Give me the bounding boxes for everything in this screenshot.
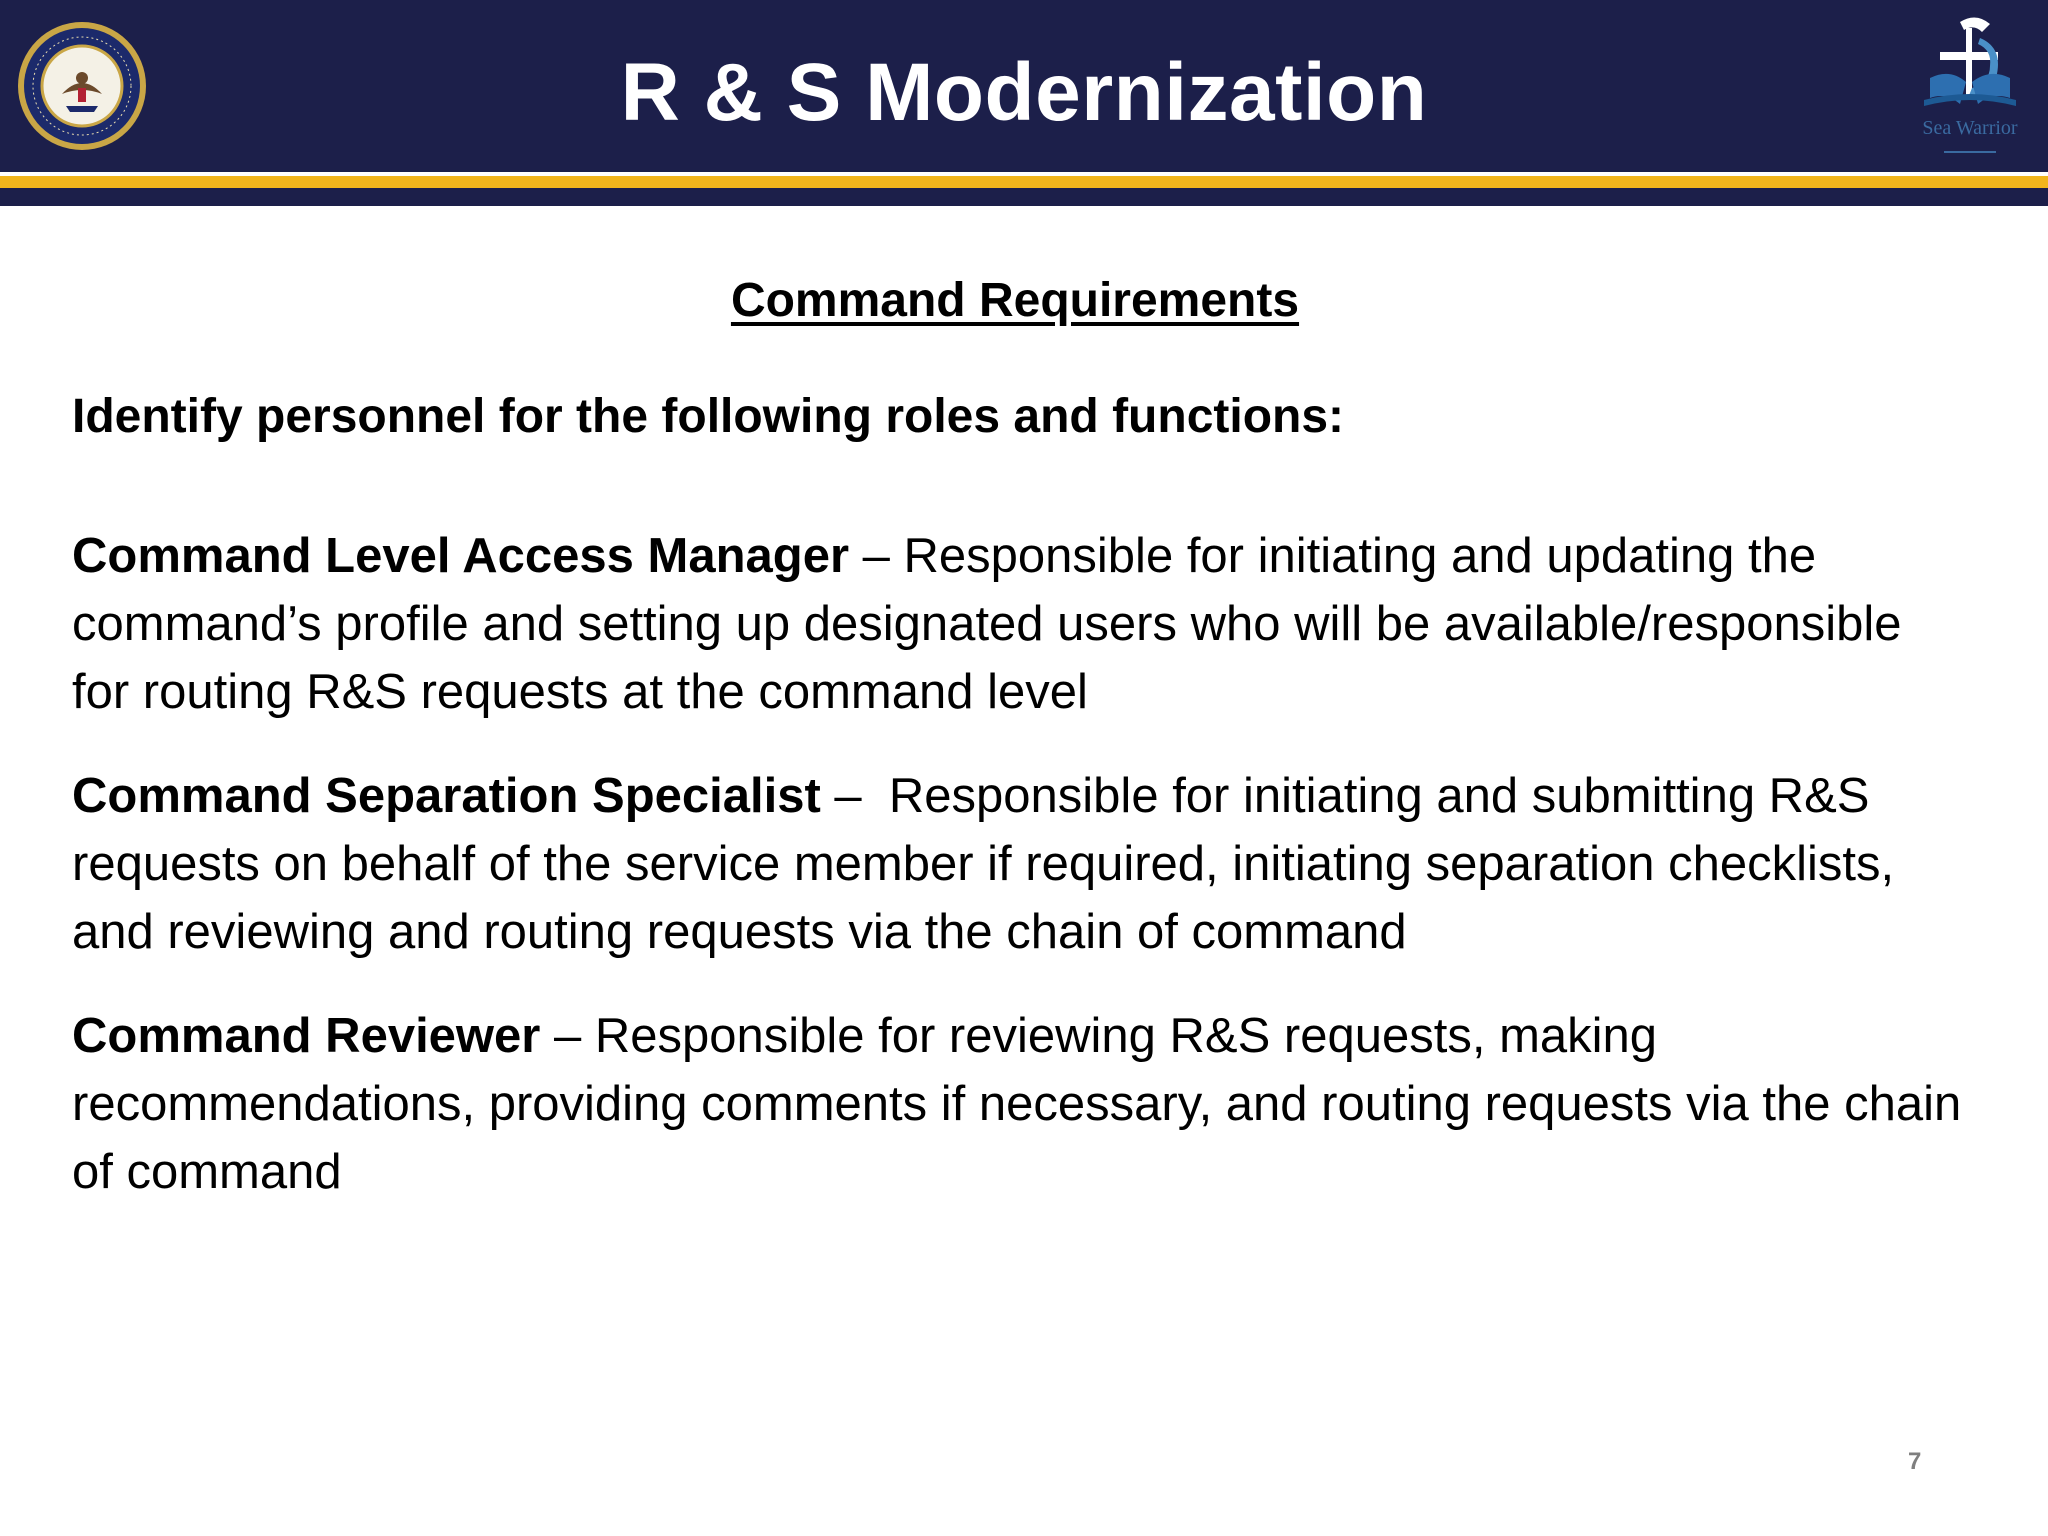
role-name: Command Reviewer xyxy=(72,1009,541,1063)
role-description: Responsible for initiating and submitting R&S requests on behalf of the service member if required, initiating separation checklists, and reviewing and routing requests via the chain of command xyxy=(72,769,1895,959)
role-name: Command Level Access Manager xyxy=(72,529,850,583)
role-description: Responsible for initiating and updating the command’s profile and setting up designated users who will be available/responsible for routing R&S requests at the command level xyxy=(72,529,1902,719)
sea-warrior-logo-text xyxy=(1900,112,2040,160)
navy-stripe xyxy=(0,188,2048,206)
role-separator: – xyxy=(820,769,889,823)
role-description: Responsible for reviewing R&S requests, making recommendations, providing comments if necessary, and routing requests via the chain of command xyxy=(72,1009,1962,1199)
section-heading: Command Requirements xyxy=(730,274,1300,327)
header-bar xyxy=(0,0,2048,172)
intro-text: Identify personnel for the following roles and functions: xyxy=(72,390,1345,443)
role-name: Command Separation Specialist xyxy=(72,769,821,823)
gold-stripe xyxy=(0,176,2048,188)
role-reviewer xyxy=(72,1002,1972,1206)
page-number: 7 xyxy=(1908,1448,1922,1475)
role-separation-specialist xyxy=(72,762,1972,966)
page-title: R & S Modernization xyxy=(620,47,1428,138)
role-access-manager xyxy=(72,522,1972,726)
roles-list xyxy=(72,522,1972,1242)
role-separator: – xyxy=(849,529,904,583)
role-separator: – xyxy=(540,1009,595,1063)
svg-text:Sea Warrior: Sea Warrior xyxy=(1922,117,2018,139)
